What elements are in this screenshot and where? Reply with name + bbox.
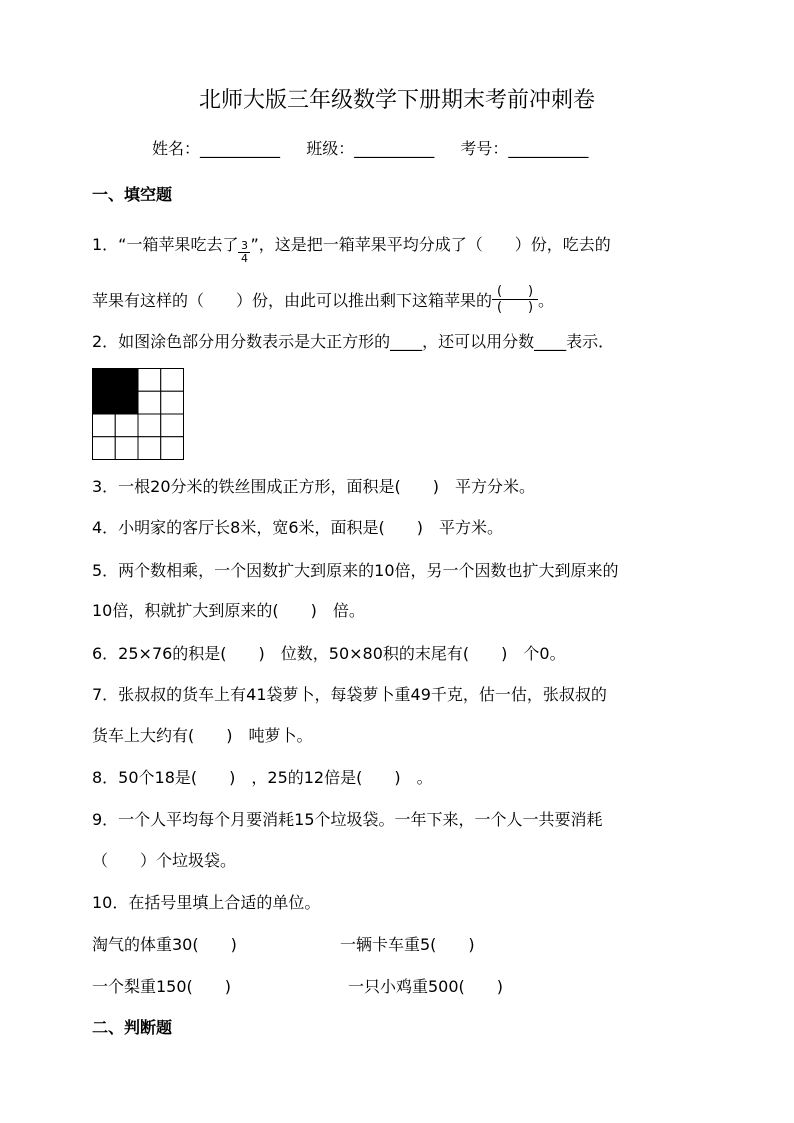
question-1-line-1 bbox=[92, 226, 611, 265]
question-5-line-2: 10倍，积就扩大到原来的( ) 倍。 bbox=[92, 601, 365, 620]
question-1-line-2 bbox=[92, 284, 555, 315]
question-10-item-1: 淘气的体重30( ) bbox=[92, 935, 237, 954]
question-1-text-b: ”，这是把一箱苹果平均分成了（ ）份，吃去的 bbox=[250, 235, 611, 254]
section-heading-fill-blank: 一、填空题 bbox=[92, 185, 173, 204]
grid-svg bbox=[92, 368, 184, 460]
grid-cell-shaded bbox=[93, 369, 116, 392]
grid-cell bbox=[93, 437, 116, 460]
question-10-item-4: 一只小鸡重500( ) bbox=[348, 977, 504, 996]
fraction-denominator: 4 bbox=[240, 252, 248, 265]
grid-cell bbox=[161, 369, 184, 392]
question-1-text-a: 1．“一箱苹果吃去了 bbox=[92, 235, 239, 254]
fraction-numerator: 3 bbox=[238, 240, 250, 253]
name-field[interactable]: 姓名：__________ bbox=[152, 139, 281, 158]
question-10-item-2: 一辆卡车重5( ) bbox=[340, 935, 475, 954]
grid-cell bbox=[161, 414, 184, 437]
question-10-item-3: 一个梨重150( ) bbox=[92, 977, 232, 996]
fraction-three-quarters bbox=[238, 240, 250, 265]
grid-cell bbox=[115, 414, 138, 437]
question-10: 10．在括号里填上合适的单位。 bbox=[92, 893, 321, 912]
question-5-line-1: 5．两个数相乘，一个因数扩大到原来的10倍，另一个因数也扩大到原来的 bbox=[92, 561, 619, 580]
blank-numerator: ( ) bbox=[492, 284, 538, 300]
grid-cell bbox=[161, 437, 184, 460]
section-heading-true-false: 二、判断题 bbox=[92, 1018, 173, 1037]
student-info-row bbox=[152, 138, 588, 160]
answer-fraction-blank[interactable] bbox=[492, 284, 538, 315]
question-7-line-1: 7．张叔叔的货车上有41袋萝卜，每袋萝卜重49千克，估一估，张叔叔的 bbox=[92, 685, 607, 704]
question-3: 3．一根20分米的铁丝围成正方形，面积是( ) 平方分米。 bbox=[92, 477, 536, 496]
grid-cell-shaded bbox=[93, 391, 116, 414]
grid-cell-shaded bbox=[115, 391, 138, 414]
grid-cell bbox=[138, 437, 161, 460]
page-title: 北师大版三年级数学下册期末考前冲刺卷 bbox=[198, 88, 595, 113]
question-7-line-2: 货车上大约有( ) 吨萝卜。 bbox=[92, 726, 313, 745]
grid-cell bbox=[138, 391, 161, 414]
question-1-text-d: 。 bbox=[538, 291, 555, 310]
question-8: 8．50个18是( ) ，25的12倍是( ) 。 bbox=[92, 768, 433, 787]
grid-cell bbox=[161, 391, 184, 414]
question-1-text-c: 苹果有这样的（ ）份，由此可以推出剩下这箱苹果的 bbox=[92, 291, 493, 310]
question-6: 6．25×76的积是( ) 位数，50×80积的末尾有( ) 个0。 bbox=[92, 644, 566, 663]
blank-denominator: ( ) bbox=[496, 300, 534, 315]
grid-cell bbox=[115, 437, 138, 460]
grid-cell bbox=[93, 414, 116, 437]
grid-cell bbox=[138, 369, 161, 392]
square-grid-figure bbox=[92, 368, 184, 460]
class-field[interactable]: 班级：__________ bbox=[306, 139, 435, 158]
exam-number-field[interactable]: 考号：__________ bbox=[460, 139, 589, 158]
grid-cell bbox=[138, 414, 161, 437]
question-9-line-1: 9．一个人平均每个月要消耗15个垃圾袋。一年下来，一个人一共要消耗 bbox=[92, 810, 603, 829]
question-9-line-2: （ ）个垃圾袋。 bbox=[92, 851, 237, 870]
grid-cell-shaded bbox=[115, 369, 138, 392]
question-4: 4．小明家的客厅长8米，宽6米，面积是( ) 平方米。 bbox=[92, 518, 504, 537]
question-2: 2．如图涂色部分用分数表示是大正方形的____，还可以用分数____表示． bbox=[92, 332, 615, 351]
